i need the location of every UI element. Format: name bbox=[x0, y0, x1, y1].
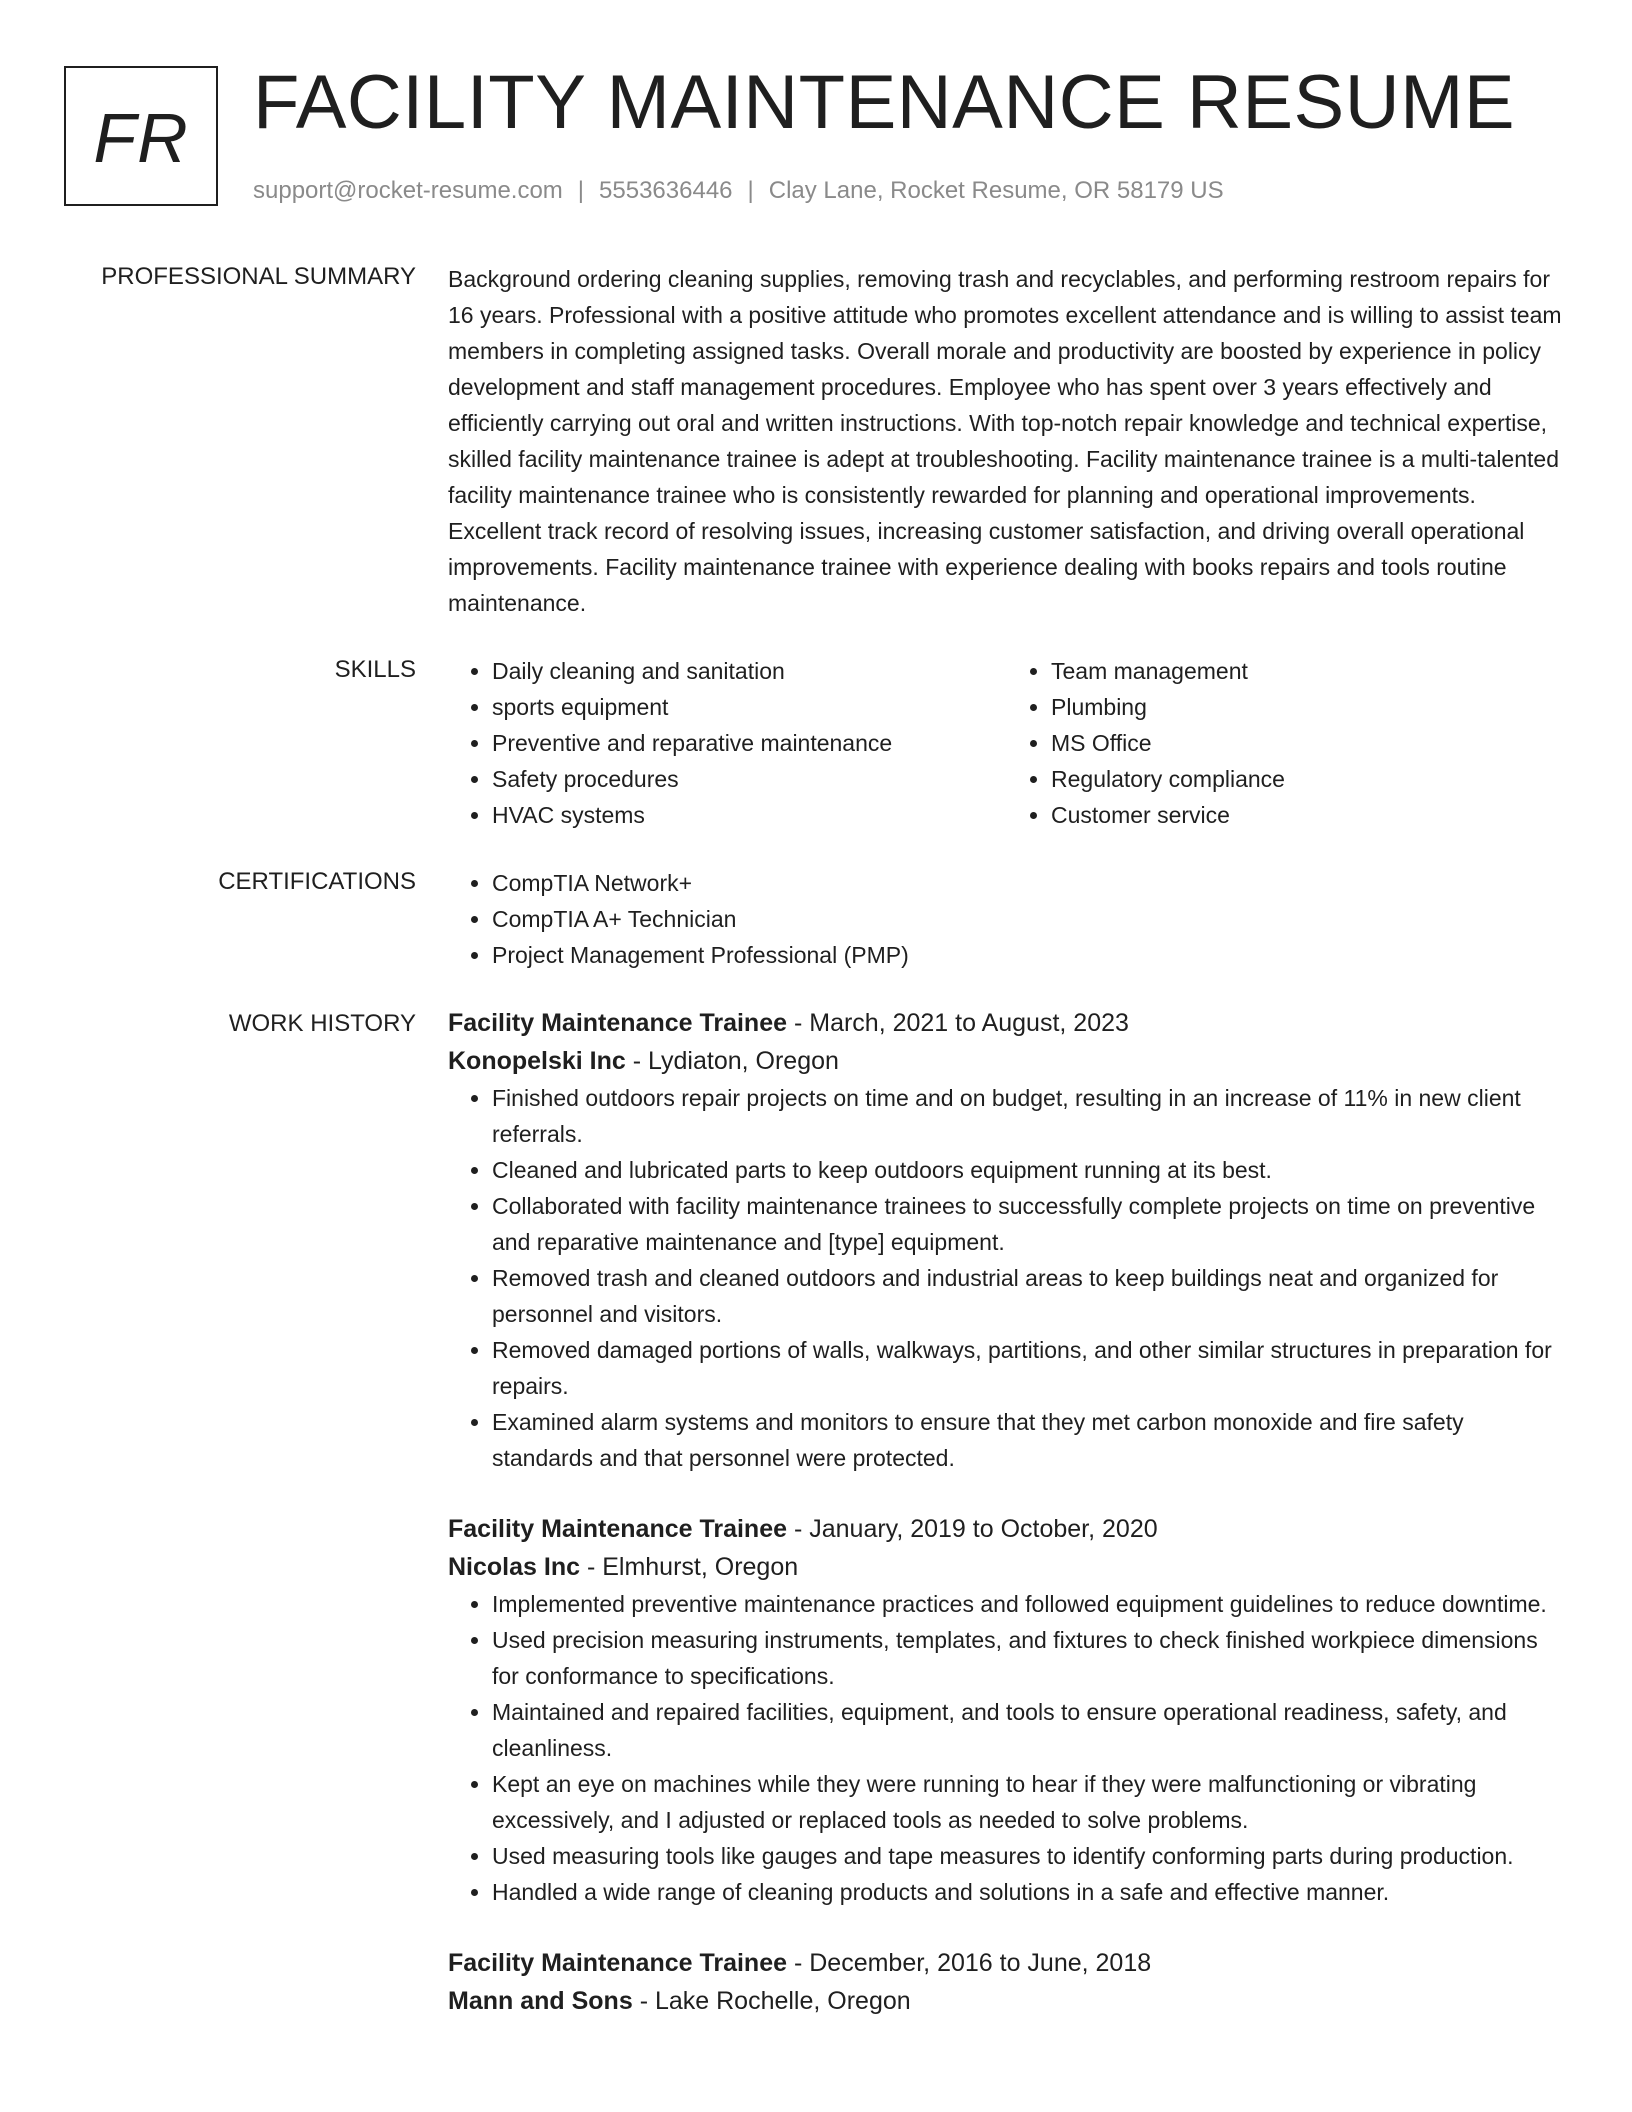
job-dates: - March, 2021 to August, 2023 bbox=[793, 1009, 1129, 1037]
work-body bbox=[448, 1004, 1566, 2020]
job-entry bbox=[448, 1510, 1566, 1910]
job-title: Facility Maintenance Trainee bbox=[448, 1949, 788, 1977]
job-bullet: • Implemented preventive maintenance practices and followed equipment guidelines to reduce downtime. bbox=[492, 1586, 1566, 1622]
job-company: Nicolas Inc bbox=[448, 1553, 580, 1581]
skills-label: SKILLS bbox=[334, 656, 416, 683]
monogram-box bbox=[64, 66, 218, 206]
summary-body bbox=[448, 261, 1566, 621]
skill-item: • Daily cleaning and sanitation bbox=[492, 653, 1007, 689]
job-company-line bbox=[448, 1982, 1566, 2020]
resume-title: FACILITY MAINTENANCE RESUME bbox=[253, 60, 1516, 145]
job-bullet: • Collaborated with facility maintenance trainees to successfully complete projects on time on preventive and reparative maintenance and [type] equipment. bbox=[492, 1188, 1566, 1260]
job-bullets bbox=[448, 1586, 1566, 1910]
skills-list-left bbox=[448, 653, 1007, 833]
job-bullet: • Handled a wide range of cleaning products and solutions in a safe and effective manner. bbox=[492, 1874, 1566, 1910]
skill-item: • Plumbing bbox=[1051, 689, 1566, 725]
skills-body bbox=[448, 653, 1566, 833]
job-company-line bbox=[448, 1042, 1566, 1080]
monogram-initials: FR bbox=[93, 99, 189, 177]
skill-item: • HVAC systems bbox=[492, 797, 1007, 833]
skill-item: • Team management bbox=[1051, 653, 1566, 689]
job-entry bbox=[448, 1004, 1566, 1476]
job-bullet: • Kept an eye on machines while they were running to hear if they were malfunctioning or vibrating excessively, and I adjusted or replaced tools as needed to solve problems. bbox=[492, 1766, 1566, 1838]
job-title: Facility Maintenance Trainee bbox=[448, 1515, 788, 1543]
skills-list-right bbox=[1007, 653, 1566, 833]
skill-item: • MS Office bbox=[1051, 725, 1566, 761]
contact-phone[interactable]: 5553636446 bbox=[599, 177, 733, 204]
job-dates: - January, 2019 to October, 2020 bbox=[793, 1515, 1158, 1543]
job-bullet: • Maintained and repaired facilities, equipment, and tools to ensure operational readiness, safety, and cleanliness. bbox=[492, 1694, 1566, 1766]
contact-separator: | bbox=[577, 177, 585, 204]
job-bullet: • Finished outdoors repair projects on time and on budget, resulting in an increase of 11% in new client referrals. bbox=[492, 1080, 1566, 1152]
work-label: WORK HISTORY bbox=[228, 1010, 416, 1037]
skill-item: • Preventive and reparative maintenance bbox=[492, 725, 1007, 761]
job-location: - Elmhurst, Oregon bbox=[586, 1553, 799, 1581]
job-company: Mann and Sons bbox=[448, 1987, 633, 2015]
contact-email[interactable]: support@rocket-resume.com bbox=[253, 177, 563, 204]
job-company: Konopelski Inc bbox=[448, 1047, 626, 1075]
contact-address: Clay Lane, Rocket Resume, OR 58179 US bbox=[768, 177, 1224, 204]
job-bullet: • Examined alarm systems and monitors to ensure that they met carbon monoxide and fire safety standards and that personnel were protected. bbox=[492, 1404, 1566, 1476]
job-bullet: • Cleaned and lubricated parts to keep outdoors equipment running at its best. bbox=[492, 1152, 1566, 1188]
job-title-line bbox=[448, 1510, 1566, 1548]
job-entry bbox=[448, 1944, 1566, 2020]
summary-text: Background ordering cleaning supplies, removing trash and recyclables, and performing restroom repairs for 16 years. Professional with a positive attitude who promotes excellent attendance and is willing to assist team members in completing assigned tasks. Overall morale and productivity are boosted by experience in policy development and staff management procedures. Employee who has spent over 3 years effectively and efficiently carrying out oral and written instructions. With top-notch repair knowledge and technical expertise, skilled facility maintenance trainee is adept at troubleshooting. Facility maintenance trainee is a multi-talented facility maintenance trainee who is consistently rewarded for planning and operational improvements. Excellent track record of resolving issues, increasing customer satisfaction, and driving overall operational improvements. Facility maintenance trainee with experience dealing with books repairs and tools routine maintenance. bbox=[448, 266, 1562, 616]
job-dates: - December, 2016 to June, 2018 bbox=[793, 1949, 1152, 1977]
skill-item: • Customer service bbox=[1051, 797, 1566, 833]
skill-item: • sports equipment bbox=[492, 689, 1007, 725]
job-bullets bbox=[448, 1080, 1566, 1476]
job-company-line bbox=[448, 1548, 1566, 1586]
certification-item: • Project Management Professional (PMP) bbox=[492, 937, 1566, 973]
contact-separator: | bbox=[747, 177, 754, 204]
job-title-line bbox=[448, 1944, 1566, 1982]
skill-item: • Regulatory compliance bbox=[1051, 761, 1566, 797]
skill-item: • Safety procedures bbox=[492, 761, 1007, 797]
certification-item: • CompTIA Network+ bbox=[492, 865, 1566, 901]
certification-item: • CompTIA A+ Technician bbox=[492, 901, 1566, 937]
job-location: - Lake Rochelle, Oregon bbox=[639, 1987, 911, 2015]
job-title: Facility Maintenance Trainee bbox=[448, 1009, 788, 1037]
job-bullet: • Removed damaged portions of walls, walkways, partitions, and other similar structures in preparation for repairs. bbox=[492, 1332, 1566, 1404]
contact-line bbox=[253, 176, 1224, 206]
job-title-line bbox=[448, 1004, 1566, 1042]
job-location: - Lydiaton, Oregon bbox=[632, 1047, 839, 1075]
certifications-list bbox=[448, 865, 1566, 973]
job-bullet: • Removed trash and cleaned outdoors and industrial areas to keep buildings neat and organized for personnel and visitors. bbox=[492, 1260, 1566, 1332]
certifications-label: CERTIFICATIONS bbox=[218, 868, 416, 895]
certifications-body bbox=[448, 865, 1566, 973]
summary-label: PROFESSIONAL SUMMARY bbox=[101, 263, 416, 290]
job-bullet: • Used precision measuring instruments, templates, and fixtures to check finished workpiece dimensions for conformance to specifications. bbox=[492, 1622, 1566, 1694]
job-bullet: • Used measuring tools like gauges and tape measures to identify conforming parts during production. bbox=[492, 1838, 1566, 1874]
